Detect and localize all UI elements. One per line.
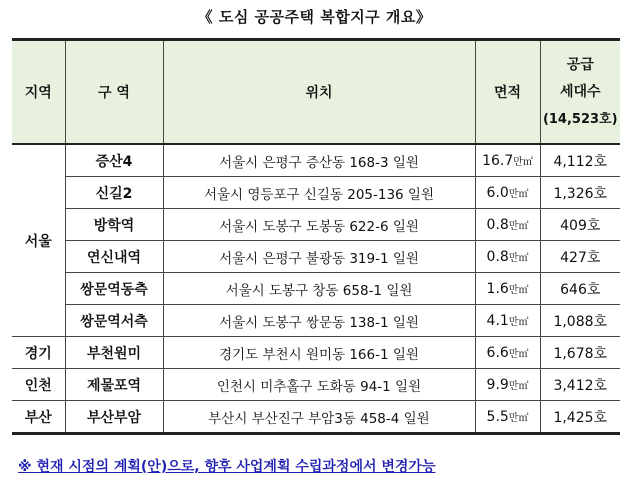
- area-unit: 만㎡: [508, 412, 529, 424]
- area-unit: 만㎡: [508, 348, 529, 360]
- location-cell: 서울시 도봉구 쌍문동 138-1 일원: [163, 305, 475, 337]
- table-row: [12, 241, 620, 273]
- area-unit: 만㎡: [508, 284, 529, 296]
- district-cell: 증산4: [65, 144, 163, 177]
- location-cell: 인천시 미추홀구 도화동 94-1 일원: [163, 369, 475, 401]
- units-cell: 4,112호: [540, 144, 620, 177]
- units-cell: 1,678호: [540, 337, 620, 369]
- district-cell: 신길2: [65, 177, 163, 209]
- area-cell: [475, 305, 540, 337]
- table-row: [12, 273, 620, 305]
- area-unit: 만㎡: [508, 316, 529, 328]
- units-cell: 1,425호: [540, 401, 620, 434]
- footnote: ※ 현재 시점의 계획(안)으로, 향후 사업계획 수립과정에서 변경가능: [18, 459, 436, 475]
- area-value: 16.7: [482, 152, 514, 169]
- district-overview-table: [12, 38, 620, 435]
- area-cell: [475, 177, 540, 209]
- area-value: 9.9: [486, 376, 509, 393]
- region-cell: 부산: [12, 401, 65, 434]
- area-value: 6.0: [486, 184, 509, 201]
- district-cell: 제물포역: [65, 369, 163, 401]
- area-value: 0.8: [486, 248, 509, 265]
- district-cell: 쌍문역동측: [65, 273, 163, 305]
- district-cell: 연신내역: [65, 241, 163, 273]
- table-row: [12, 337, 620, 369]
- area-cell: [475, 369, 540, 401]
- area-unit: 만㎡: [508, 220, 529, 232]
- table-row: [12, 305, 620, 337]
- district-cell: 부천원미: [65, 337, 163, 369]
- document-title: 《 도심 공공주택 복합지구 개요》: [197, 8, 432, 26]
- area-cell: [475, 144, 540, 177]
- header-region: 지역: [12, 40, 65, 145]
- area-value: 5.5: [486, 408, 509, 425]
- header-supply-line2: 세대수: [559, 83, 601, 100]
- header-supply: [540, 40, 620, 145]
- units-cell: 1,088호: [540, 305, 620, 337]
- area-unit: 만㎡: [508, 188, 529, 200]
- area-unit: 만㎡: [513, 156, 533, 168]
- units-cell: 1,326호: [540, 177, 620, 209]
- header-area: 면적: [475, 40, 540, 145]
- region-cell: 경기: [12, 337, 65, 369]
- area-cell: [475, 273, 540, 305]
- district-cell: 부산부암: [65, 401, 163, 434]
- area-cell: [475, 209, 540, 241]
- table-row: [12, 144, 620, 177]
- area-cell: [475, 337, 540, 369]
- area-cell: [475, 241, 540, 273]
- units-cell: 427호: [540, 241, 620, 273]
- location-cell: 경기도 부천시 원미동 166-1 일원: [163, 337, 475, 369]
- location-cell: 부산시 부산진구 부암3동 458-4 일원: [163, 401, 475, 434]
- area-unit: 만㎡: [508, 380, 529, 392]
- location-cell: 서울시 도봉구 창동 658-1 일원: [163, 273, 475, 305]
- header-location: 위치: [163, 40, 475, 145]
- area-unit: 만㎡: [508, 252, 529, 264]
- header-district: 구 역: [65, 40, 163, 145]
- table-row: [12, 401, 620, 434]
- header-supply-total: (14,523호): [542, 111, 618, 127]
- header-supply-line1: 공급: [566, 56, 594, 73]
- table-row: [12, 177, 620, 209]
- units-cell: 409호: [540, 209, 620, 241]
- area-value: 6.6: [486, 344, 509, 361]
- location-cell: 서울시 은평구 불광동 319-1 일원: [163, 241, 475, 273]
- location-cell: 서울시 영등포구 신길동 205-136 일원: [163, 177, 475, 209]
- table-row: [12, 369, 620, 401]
- region-cell: 인천: [12, 369, 65, 401]
- units-cell: 646호: [540, 273, 620, 305]
- location-cell: 서울시 은평구 증산동 168-3 일원: [163, 144, 475, 177]
- area-value: 1.6: [486, 280, 509, 297]
- district-cell: 방학역: [65, 209, 163, 241]
- location-cell: 서울시 도봉구 도봉동 622-6 일원: [163, 209, 475, 241]
- area-value: 0.8: [486, 216, 509, 233]
- units-cell: 3,412호: [540, 369, 620, 401]
- area-cell: [475, 401, 540, 434]
- area-value: 4.1: [486, 312, 509, 329]
- table-row: [12, 209, 620, 241]
- region-cell: 서울: [12, 144, 65, 337]
- table-header-row: [12, 40, 620, 145]
- district-cell: 쌍문역서측: [65, 305, 163, 337]
